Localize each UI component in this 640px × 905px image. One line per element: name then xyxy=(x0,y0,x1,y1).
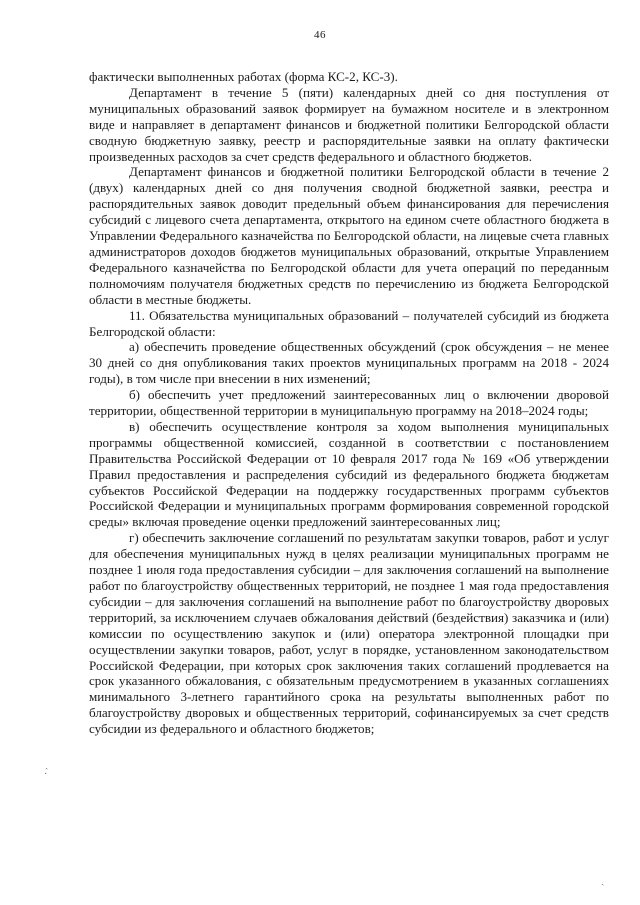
body-text xyxy=(89,69,609,737)
paragraph-item-b: б) обеспечить учет предложений заинтересованных лиц о включении дворовой территории, общественной территории в муниципальную программу на 2018–2024 годы; xyxy=(89,387,609,419)
scan-speck: ˏ xyxy=(45,759,49,770)
paragraph-finance-department: Департамент финансов и бюджетной политики Белгородской области в течение 2 (двух) календарных дней со дня получения сводной бюджетной заявки, реестра и распорядительных заявок доводит предельный объем финансирования для перечисления субсидий с лицевого счета департамента, открытого на едином счете областного бюджета в Управлении Федерального казначейства по Белгородской области, на лицевые счета главных администраторов доходов бюджетов муниципальных образований, открытые Управлением Федерального казначейства по Белгородской области для учета операций по переданным полномочиям получателя бюджетных средств по перечислению из бюджета Белгородской области в местные бюджеты. xyxy=(89,164,609,307)
page-number: 46 xyxy=(314,29,326,41)
scan-speck: ˎ xyxy=(601,875,605,886)
paragraph-item-g: г) обеспечить заключение соглашений по результатам закупки товаров, работ и услуг для обеспечения муниципальных нужд в целях реализации муниципальных программ не позднее 1 июля года предоставления субсидии – для заключения соглашений на выполнение работ по благоустройству общественных территорий, не позднее 1 мая года предоставления субсидии – для заключения соглашений на выполнение работ по благоустройству дворовых территорий, за исключением случаев обжалования действий (бездействия) заказчика и (или) комиссии по осуществлению закупок и (или) оператора электронной площадки при осуществлении закупки товаров, работ, услуг в порядке, установленном законодательством Российской Федерации, при которых срок заключения таких соглашений продлевается на срок указанного обжалования, с обязательным предусмотрением в указанных соглашениях минимального 3-летнего гарантийного срока на результаты выполненных работ по благоустройству дворовых и общественных территорий, софинансируемых за счет средств субсидии из федерального и областного бюджетов; xyxy=(89,530,609,737)
paragraph-item-v: в) обеспечить осуществление контроля за ходом выполнения муниципальных программы общественной комиссией, созданной в соответствии с постановлением Правительства Российской Федерации от 10 февраля 2017 года № 169 «Об утверждении Правил предоставления и распределения субсидий из федерального бюджета бюджетам субъектов Российской Федерации на поддержку государственных программ субъектов Российской Федерации и муниципальных программ формирования современной городской среды» включая проведение оценки предложений заинтересованных лиц; xyxy=(89,418,609,530)
scan-speck: · xyxy=(44,769,48,780)
paragraph-obligations-heading: 11. Обязательства муниципальных образований – получателей субсидий из бюджета Белгородской области: xyxy=(89,307,609,339)
paragraph-continuation: фактически выполненных работах (форма КС-2, КС-3). xyxy=(89,69,398,84)
paragraph-department-submission: Департамент в течение 5 (пяти) календарных дней со дня поступления от муниципальных образований заявок формирует на бумажном носителе и в электронном виде и направляет в департамент финансов и бюджетной политики Белгородской области сводную бюджетную заявку, реестр и распорядительные заявки на оплату фактически произведенных расходов за счет средств федерального и областного бюджетов. xyxy=(89,84,609,164)
paragraph-item-a: а) обеспечить проведение общественных обсуждений (срок обсуждения – не менее 30 дней со дня опубликования таких проектов муниципальных программ на 2018 - 2024 годы), в том числе при внесении в них изменений; xyxy=(89,339,609,387)
